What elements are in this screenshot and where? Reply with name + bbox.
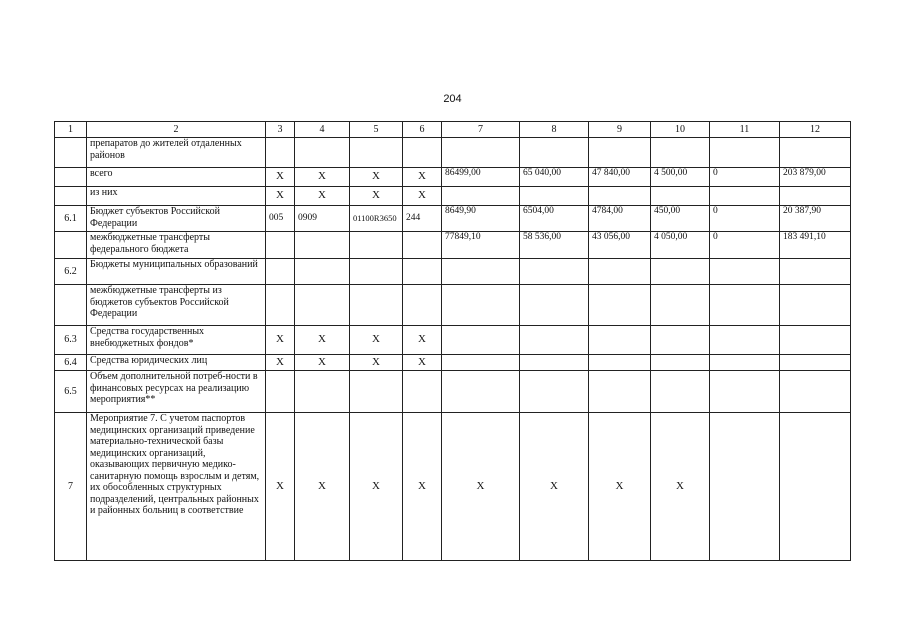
table-cell xyxy=(589,259,651,285)
table-cell xyxy=(350,259,403,285)
table-cell xyxy=(780,326,851,355)
row-number-cell xyxy=(55,285,87,326)
x-mark-cell: Х xyxy=(295,413,350,561)
table-cell xyxy=(266,138,295,168)
row-title-cell: препаратов до жителей отдаленных районов xyxy=(87,138,266,168)
value-cell: 8649,90 xyxy=(442,206,520,232)
table-cell xyxy=(520,259,589,285)
header-cell: 10 xyxy=(651,122,710,138)
row-number-cell: 7 xyxy=(55,413,87,561)
x-mark-cell: Х xyxy=(295,355,350,371)
x-mark-cell: Х xyxy=(295,168,350,187)
value-cell: 4784,00 xyxy=(589,206,651,232)
x-mark-cell: Х xyxy=(266,413,295,561)
x-mark-cell: Х xyxy=(295,326,350,355)
value-cell: 58 536,00 xyxy=(520,232,589,259)
budget-table xyxy=(54,121,851,561)
row-title-cell: Средства юридических лиц xyxy=(87,355,266,371)
table-cell xyxy=(350,285,403,326)
row-number-cell: 6.2 xyxy=(55,259,87,285)
table-cell xyxy=(520,355,589,371)
table-cell xyxy=(651,355,710,371)
row-title-cell: межбюджетные трансферты федерального бюджета xyxy=(87,232,266,259)
header-cell: 11 xyxy=(710,122,780,138)
x-mark-cell: Х xyxy=(350,355,403,371)
table-row xyxy=(55,355,851,371)
header-cell: 2 xyxy=(87,122,266,138)
header-cell: 8 xyxy=(520,122,589,138)
table-row xyxy=(55,206,851,232)
table-cell xyxy=(266,285,295,326)
x-mark-cell: Х xyxy=(350,413,403,561)
table-cell xyxy=(403,371,442,413)
value-cell: 43 056,00 xyxy=(589,232,651,259)
table-cell xyxy=(266,371,295,413)
row-title-cell: всего xyxy=(87,168,266,187)
table-cell xyxy=(442,371,520,413)
table-cell xyxy=(780,259,851,285)
table-cell xyxy=(589,138,651,168)
row-title-cell: межбюджетные трансферты из бюджетов субъектов Российской Федерации xyxy=(87,285,266,326)
row-title-cell: Бюджет субъектов Российской Федерации xyxy=(87,206,266,232)
x-mark-cell: Х xyxy=(403,326,442,355)
total-value-cell: 20 387,90 xyxy=(780,206,851,232)
x-mark-cell: Х xyxy=(266,168,295,187)
table-cell xyxy=(651,371,710,413)
x-mark-cell: Х xyxy=(350,168,403,187)
x-mark-cell: Х xyxy=(403,187,442,206)
header-cell: 1 xyxy=(55,122,87,138)
table-cell xyxy=(295,232,350,259)
value-cell: 0 xyxy=(710,232,780,259)
table-cell xyxy=(780,413,851,561)
header-cell: 9 xyxy=(589,122,651,138)
header-cell: 4 xyxy=(295,122,350,138)
table-cell xyxy=(520,371,589,413)
table-cell xyxy=(651,326,710,355)
table-cell xyxy=(651,285,710,326)
header-cell: 3 xyxy=(266,122,295,138)
table-cell xyxy=(442,326,520,355)
row-title-cell: из них xyxy=(87,187,266,206)
table-cell xyxy=(295,259,350,285)
code-cell: 01100R3650 xyxy=(350,206,403,232)
total-value-cell: 203 879,00 xyxy=(780,168,851,187)
table-row xyxy=(55,259,851,285)
row-number-cell xyxy=(55,168,87,187)
table-cell xyxy=(520,138,589,168)
x-mark-cell: Х xyxy=(403,355,442,371)
table-header-row xyxy=(55,122,851,138)
table-cell xyxy=(442,138,520,168)
table-cell xyxy=(710,326,780,355)
row-number-cell xyxy=(55,138,87,168)
x-mark-cell: Х xyxy=(403,413,442,561)
x-mark-cell: Х xyxy=(295,187,350,206)
x-mark-cell: Х xyxy=(266,355,295,371)
x-mark-cell: Х xyxy=(266,326,295,355)
table-cell xyxy=(780,371,851,413)
row-number-cell: 6.4 xyxy=(55,355,87,371)
row-number-cell: 6.3 xyxy=(55,326,87,355)
table-cell xyxy=(710,259,780,285)
page-number: 204 xyxy=(443,93,462,105)
table-cell xyxy=(710,355,780,371)
table-cell xyxy=(295,285,350,326)
table-row xyxy=(55,285,851,326)
table-row xyxy=(55,413,851,561)
code-cell: 244 xyxy=(403,206,442,232)
value-cell: 0 xyxy=(710,168,780,187)
value-cell: 6504,00 xyxy=(520,206,589,232)
row-number-cell: 6.1 xyxy=(55,206,87,232)
table-cell xyxy=(589,187,651,206)
x-mark-cell: Х xyxy=(520,413,589,561)
x-mark-cell: Х xyxy=(350,326,403,355)
table-cell xyxy=(589,326,651,355)
row-title-cell: Мероприятие 7. С учетом паспортов медицинских организаций приведение материально-технической базы медицинских организаций, оказывающих первичную медико-санитарную помощь взрослым и детям, их обособленных структурных подразделений, центральных районных и районных больниц в соответствие xyxy=(87,413,266,561)
table-cell xyxy=(403,259,442,285)
table-cell xyxy=(780,138,851,168)
table-cell xyxy=(403,232,442,259)
row-title-cell: Объем дополнительной потреб-ности в финансовых ресурсах на реализацию мероприятия** xyxy=(87,371,266,413)
table-row xyxy=(55,187,851,206)
table-cell xyxy=(350,138,403,168)
x-mark-cell: Х xyxy=(403,168,442,187)
table-row xyxy=(55,232,851,259)
table-cell xyxy=(651,187,710,206)
table-row xyxy=(55,371,851,413)
value-cell: 4 050,00 xyxy=(651,232,710,259)
table-cell xyxy=(520,285,589,326)
table-cell xyxy=(780,187,851,206)
code-cell: 0909 xyxy=(295,206,350,232)
table-cell xyxy=(589,371,651,413)
row-title-cell: Бюджеты муниципальных образований xyxy=(87,259,266,285)
table-cell xyxy=(589,355,651,371)
table-cell xyxy=(295,138,350,168)
row-number-cell xyxy=(55,232,87,259)
table-cell xyxy=(266,232,295,259)
table-cell xyxy=(520,187,589,206)
table-cell xyxy=(350,371,403,413)
row-title-cell: Средства государственных внебюджетных фондов* xyxy=(87,326,266,355)
value-cell: 47 840,00 xyxy=(589,168,651,187)
table-cell xyxy=(780,285,851,326)
table-cell xyxy=(589,285,651,326)
header-cell: 5 xyxy=(350,122,403,138)
table-cell xyxy=(442,187,520,206)
value-cell: 86499,00 xyxy=(442,168,520,187)
table-cell xyxy=(266,259,295,285)
table-cell xyxy=(403,138,442,168)
table-cell xyxy=(442,285,520,326)
table-cell xyxy=(442,259,520,285)
code-cell: 005 xyxy=(266,206,295,232)
x-mark-cell: Х xyxy=(651,413,710,561)
value-cell: 0 xyxy=(710,206,780,232)
value-cell: 450,00 xyxy=(651,206,710,232)
value-cell: 77849,10 xyxy=(442,232,520,259)
table-cell xyxy=(442,355,520,371)
value-cell: 4 500,00 xyxy=(651,168,710,187)
row-number-cell: 6.5 xyxy=(55,371,87,413)
table-cell xyxy=(520,326,589,355)
x-mark-cell: Х xyxy=(442,413,520,561)
table-cell xyxy=(350,232,403,259)
table-cell xyxy=(651,138,710,168)
table-cell xyxy=(780,355,851,371)
table-row xyxy=(55,138,851,168)
table-cell xyxy=(710,371,780,413)
total-value-cell: 183 491,10 xyxy=(780,232,851,259)
x-mark-cell: Х xyxy=(589,413,651,561)
table-cell xyxy=(651,259,710,285)
table-row xyxy=(55,326,851,355)
header-cell: 7 xyxy=(442,122,520,138)
table-row xyxy=(55,168,851,187)
table-cell xyxy=(403,285,442,326)
table-cell xyxy=(295,371,350,413)
value-cell: 65 040,00 xyxy=(520,168,589,187)
table-cell xyxy=(710,285,780,326)
table-cell xyxy=(710,138,780,168)
x-mark-cell: Х xyxy=(266,187,295,206)
header-cell: 12 xyxy=(780,122,851,138)
header-cell: 6 xyxy=(403,122,442,138)
row-number-cell xyxy=(55,187,87,206)
x-mark-cell: Х xyxy=(350,187,403,206)
table-cell xyxy=(710,413,780,561)
table-cell xyxy=(710,187,780,206)
